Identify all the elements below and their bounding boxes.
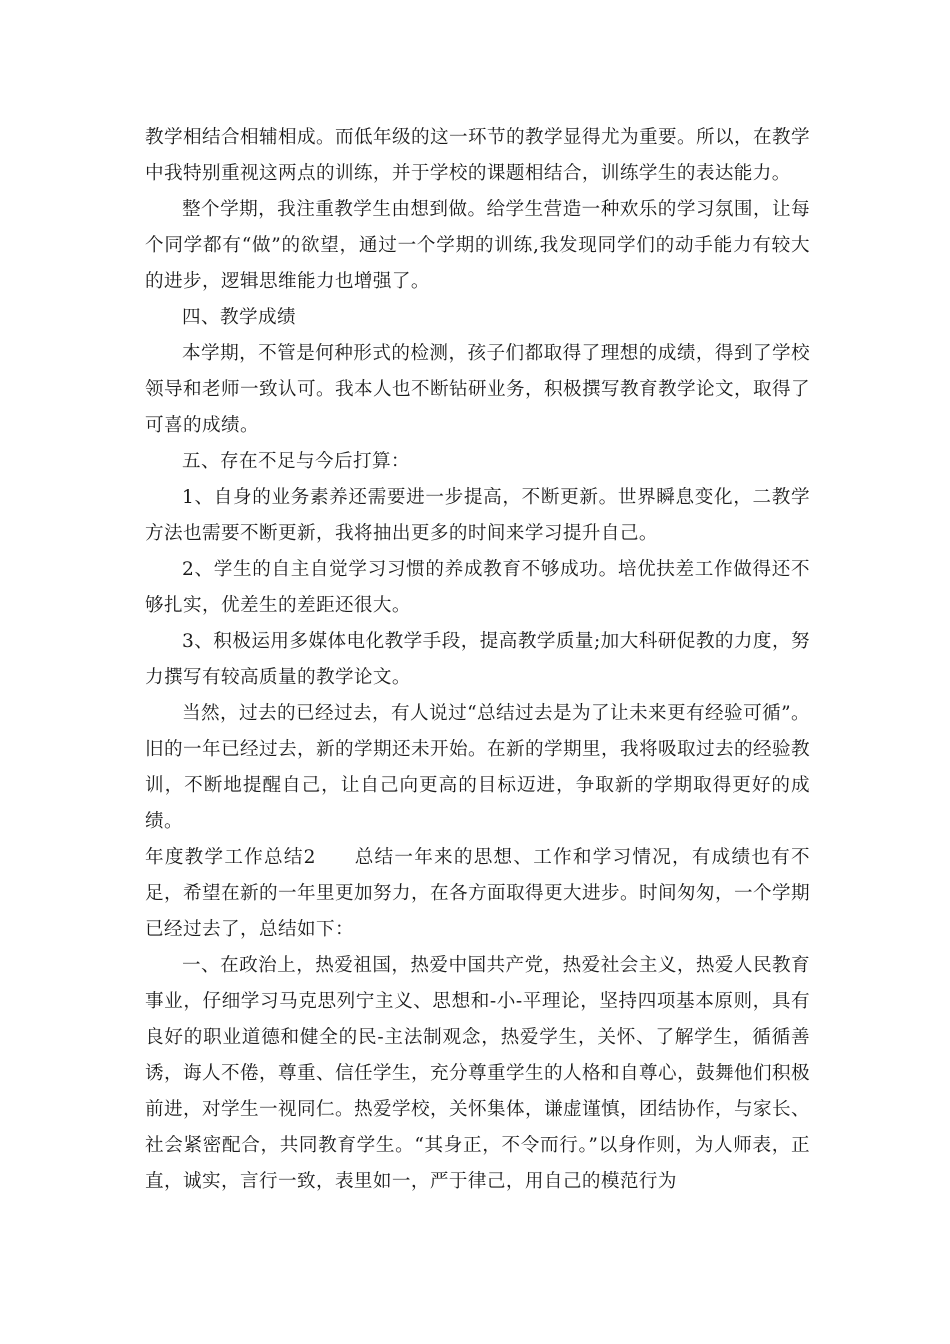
paragraph: 一、在政治上，热爱祖国，热爱中国共产党，热爱社会主义，热爱人民教育事业，仔细学习马克思列宁主义、思想和-小-平理论，坚持四项基本原则，具有良好的职业道德和健全的民-主法制观念，热爱学生，关怀、了解学生，循循善诱，诲人不倦，尊重、信任学生，充分尊重学生的人格和自尊心，鼓舞他们积极前进，对学生一视同仁。热爱学校，关怀集体，谦虚谨慎，团结协作，与家长、社会紧密配合，共同教育学生。“其身正，不令而行。”以身作则，为人师表，正直，诚实，言行一致，表里如一，严于律己，用自己的模范行为 (145, 955, 810, 1192)
list-item: 3、积极运用多媒体电化教学手段，提高教学质量;加大科研促教的力度，努力撰写有较高质量的教学论文。 (145, 631, 810, 688)
list-item: 2、学生的自主自觉学习习惯的养成教育不够成功。培优扶差工作做得还不够扎实，优差生的差距还很大。 (145, 559, 810, 616)
paragraph: 整个学期，我注重教学生由想到做。给学生营造一种欢乐的学习氛围，让每个同学都有“做”的欲望，通过一个学期的训练,我发现同学们的动手能力有较大的进步，逻辑思维能力也增强了。 (145, 199, 810, 292)
section-heading: 四、教学成绩 (182, 307, 296, 328)
document-body (145, 120, 810, 1200)
section-intro-paragraph (145, 840, 810, 948)
paragraph: 本学期，不管是何种形式的检测，孩子们都取得了理想的成绩，得到了学校领导和老师一致认可。我本人也不断钻研业务，积极撰写教育教学论文，取得了可喜的成绩。 (145, 343, 810, 436)
list-item: 1、自身的业务素养还需要进一步提高，不断更新。世界瞬息变化，二教学方法也需要不断更新，我将抽出更多的时间来学习提升自己。 (145, 487, 810, 544)
paragraph: 教学相结合相辅相成。而低年级的这一环节的教学显得尤为重要。所以，在教学中我特别重视这两点的训练，并于学校的课题相结合，训练学生的表达能力。 (145, 127, 810, 184)
section-title: 年度教学工作总结2 (145, 847, 316, 868)
section-intro: 总结一年来的思想、工作和学习情况，有成绩也有不足，希望在新的一年里更加努力，在各方面取得更大进步。时间匆匆，一个学期已经过去了，总结如下： (145, 847, 811, 940)
paragraph: 当然，过去的已经过去，有人说过“总结过去是为了让未来更有经验可循”。旧的一年已经过去，新的学期还未开始。在新的学期里，我将吸取过去的经验教训，不断地提醒自己，让自己向更高的目标迈进，争取新的学期取得更好的成绩。 (145, 703, 810, 832)
section-heading: 五、存在不足与今后打算： (182, 451, 410, 472)
